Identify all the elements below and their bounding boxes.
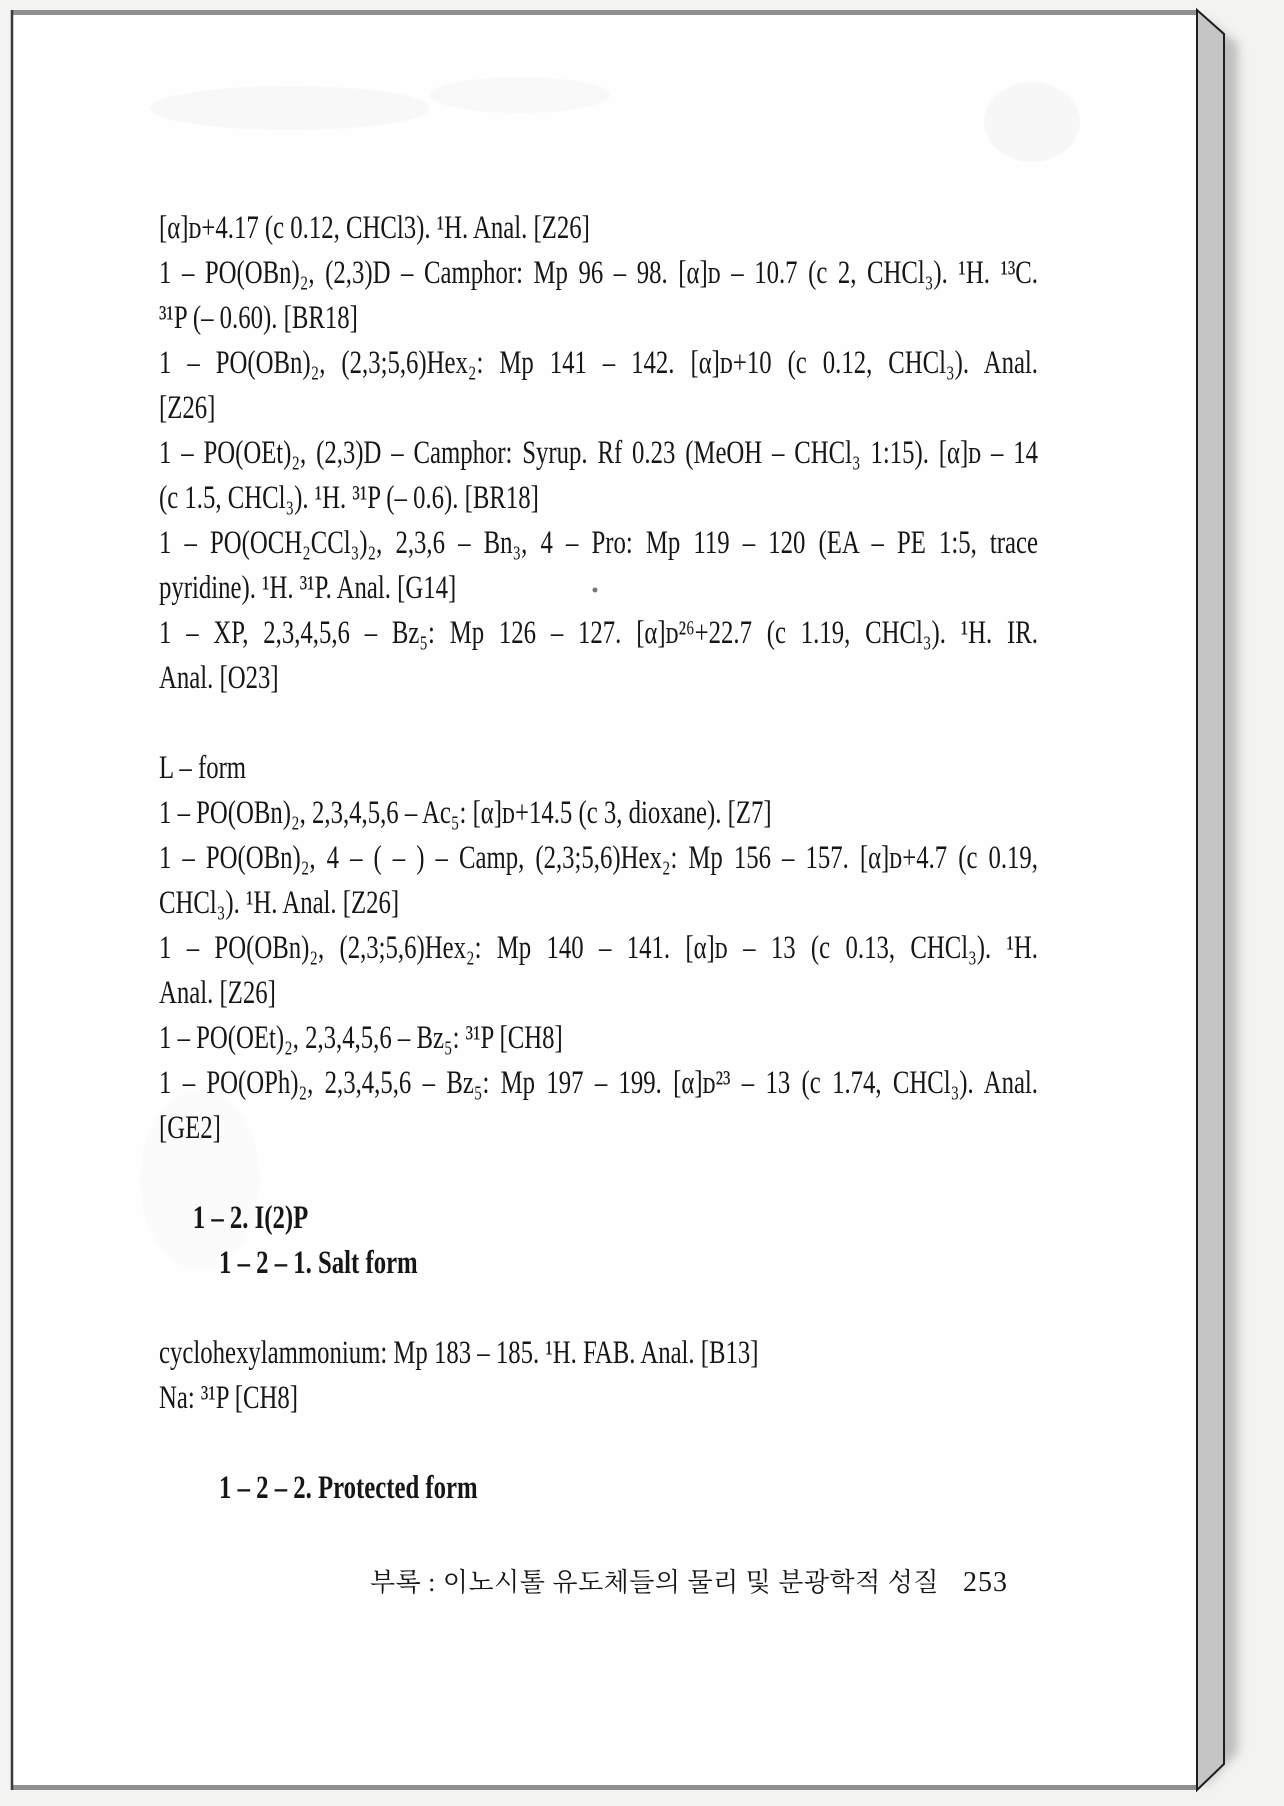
scan-smudge	[150, 86, 430, 130]
blank-line	[159, 1286, 1038, 1331]
text-line: (c 1.5, CHCl₃). ¹H. ³¹P (– 0.6). [BR18]	[159, 480, 539, 516]
text-line: 1 – PO(OBn)₂, (2,3)D – Camphor: Mp 96 – 98. [α]ᴅ – 10.7 (c 2, CHCl₃). ¹H. ¹³C.	[159, 255, 1038, 291]
text-line: 1 – PO(OBn)₂, 4 – ( – ) – Camp, (2,3;5,6)Hex₂: Mp 156 – 157. [α]ᴅ+4.7 (c 0.19,	[159, 840, 1038, 876]
page-footer	[159, 1560, 1038, 1605]
text-line: Anal. [Z26]	[159, 975, 276, 1011]
page-text-block	[159, 206, 1284, 1511]
text-line: [GE2]	[159, 1110, 221, 1146]
text-line: 1 – PO(OBn)₂, (2,3;5,6)Hex₂: Mp 140 – 141. [α]ᴅ – 13 (c 0.13, CHCl₃). ¹H.	[159, 930, 1038, 966]
text-line: Na: ³¹P [CH8]	[159, 1380, 299, 1416]
text-line: 1 – XP, 2,3,4,5,6 – Bz₅: Mp 126 – 127. [α]ᴅ²⁶+22.7 (c 1.19, CHCl₃). ¹H. IR.	[159, 615, 1038, 651]
text-line: CHCl₃). ¹H. Anal. [Z26]	[159, 885, 400, 921]
scan-smudge	[430, 77, 610, 113]
text-line: pyridine). ¹H. ³¹P. Anal. [G14]	[159, 570, 457, 606]
blank-line	[159, 1421, 1038, 1466]
text-line: 1 – PO(OEt)₂, 2,3,4,5,6 – Bz₅: ³¹P [CH8]	[159, 1020, 563, 1056]
footer-page-number: 253	[963, 1567, 1008, 1598]
blank-line	[159, 1151, 1038, 1196]
text-line: [α]ᴅ+4.17 (c 0.12, CHCl3). ¹H. Anal. [Z26]	[159, 210, 590, 246]
text-line: 1 – PO(OPh)₂, 2,3,4,5,6 – Bz₅: Mp 197 – 199. [α]ᴅ²³ – 13 (c 1.74, CHCl₃). Anal.	[159, 1065, 1038, 1101]
section-heading: 1 – 2 – 2. Protected form	[219, 1470, 478, 1506]
scan-smudge	[984, 82, 1080, 162]
text-line: 1 – PO(OBn)₂, 2,3,4,5,6 – Ac₅: [α]ᴅ+14.5 (c 3, dioxane). [Z7]	[159, 795, 772, 831]
text-line: L – form	[159, 750, 247, 786]
text-line: ³¹P (– 0.60). [BR18]	[159, 300, 358, 336]
text-line: Anal. [O23]	[159, 660, 279, 696]
footer-title: 부록 : 이노시톨 유도체들의 물리 및 분광학적 성질	[369, 1568, 939, 1597]
blank-line	[159, 701, 1038, 746]
text-line: cyclohexylammonium: Mp 183 – 185. ¹H. FAB. Anal. [B13]	[159, 1335, 759, 1371]
text-line: 1 – PO(OBn)₂, (2,3;5,6)Hex₂: Mp 141 – 142. [α]ᴅ+10 (c 0.12, CHCl₃). Anal.	[159, 345, 1038, 381]
text-line: [Z26]	[159, 390, 216, 426]
text-line: 1 – PO(OEt)₂, (2,3)D – Camphor: Syrup. Rf 0.23 (MeOH – CHCl₃ 1:15). [α]ᴅ – 14	[159, 435, 1038, 471]
text-line: 1 – PO(OCH₂CCl₃)₂, 2,3,6 – Bn₃, 4 – Pro: Mp 119 – 120 (EA – PE 1:5, trace	[159, 525, 1038, 561]
section-heading: 1 – 2 – 1. Salt form	[219, 1245, 418, 1281]
section-heading: 1 – 2. I(2)P	[192, 1200, 309, 1236]
